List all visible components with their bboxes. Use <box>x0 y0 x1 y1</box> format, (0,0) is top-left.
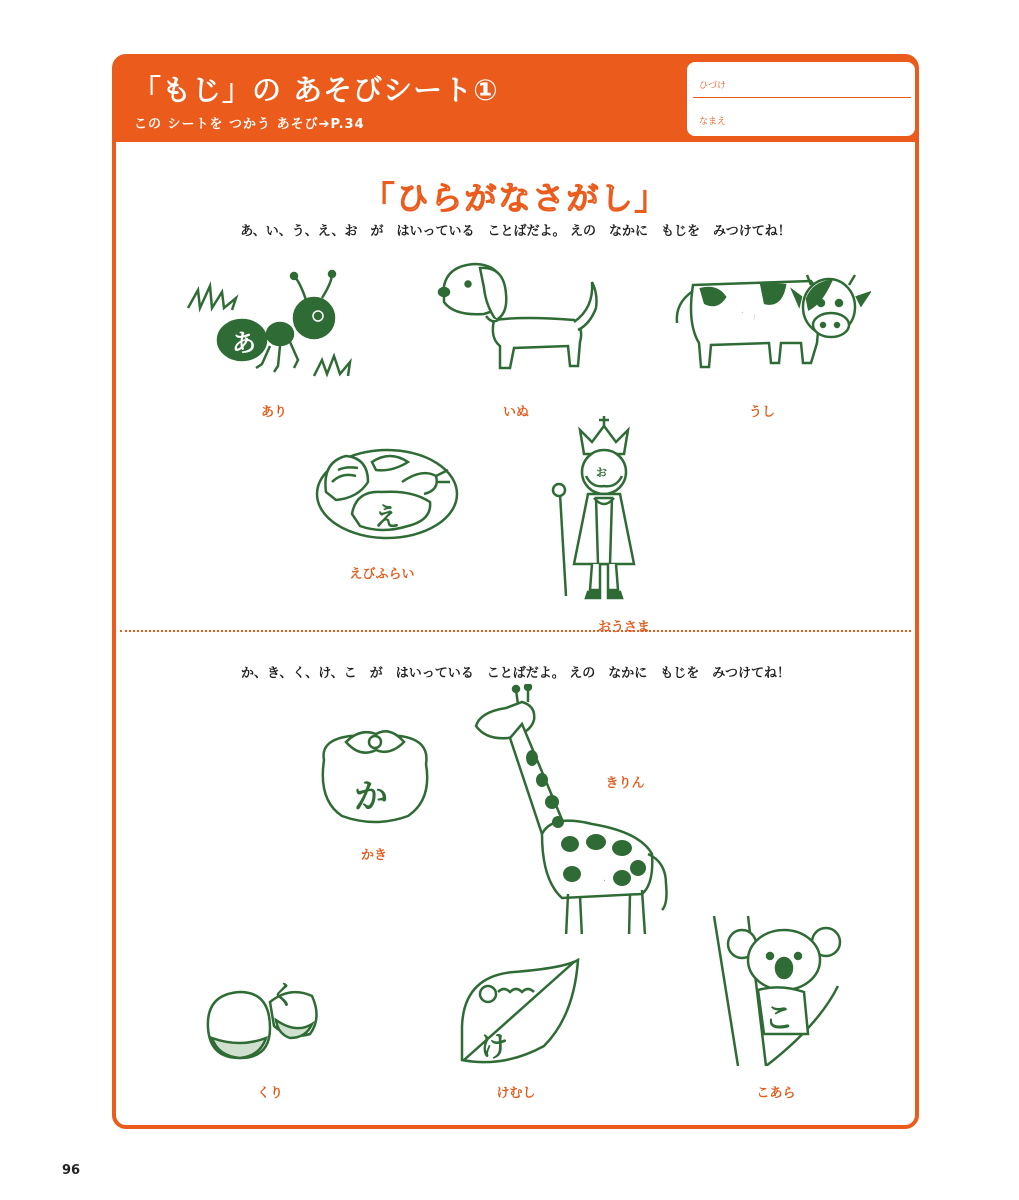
svg-text:あ: あ <box>232 329 256 357</box>
word-ebifurai: えびふらい <box>349 567 415 582</box>
date-field[interactable] <box>693 62 911 98</box>
cow-illustration <box>661 263 871 378</box>
dog-illustration <box>434 258 609 373</box>
name-label: なまえ <box>699 117 727 127</box>
svg-text:き: き <box>584 860 613 893</box>
word-ari: あり <box>260 405 287 420</box>
date-label: ひづけ <box>699 81 727 91</box>
page-title: 「もじ」の あそびシート① <box>132 73 499 107</box>
sheet-title: 「ひらがなさがし」 <box>362 179 669 217</box>
ebifurai-illustration <box>312 442 462 542</box>
word-koara: こあら <box>756 1086 796 1101</box>
svg-text:こ: こ <box>764 1001 794 1036</box>
giraffe-illustration <box>472 684 692 934</box>
svg-text:う: う <box>733 298 763 333</box>
kuri-illustration <box>200 968 330 1068</box>
word-kuri: くり <box>256 1086 283 1101</box>
svg-text:お: お <box>596 466 607 479</box>
svg-text:け: け <box>480 1030 509 1063</box>
svg-text:か: か <box>354 777 388 817</box>
kemushi-illustration <box>454 956 584 1071</box>
word-ousama: おうさま <box>597 620 650 635</box>
worksheet-frame <box>112 54 919 1129</box>
kaki-illustration <box>310 720 440 830</box>
page-number: 96 <box>62 1163 81 1178</box>
section-divider <box>120 630 911 632</box>
word-kaki: かき <box>360 848 387 863</box>
word-kirin: きりん <box>605 776 645 791</box>
word-kemushi: けむし <box>496 1086 536 1101</box>
instruction-2: か、き、く、け、こ が はいっている ことばだよ。 えの なかに もじを みつけてね！ <box>241 666 790 681</box>
word-inu: いぬ <box>502 405 529 420</box>
name-field[interactable] <box>693 98 911 134</box>
svg-text:く: く <box>270 981 297 1011</box>
word-ushi: うし <box>748 405 775 420</box>
date-name-box <box>687 62 915 136</box>
ant-illustration <box>182 268 372 383</box>
instruction-1: あ、い、う、え、お が はいっている ことばだよ。 えの なかに もじを みつけてね！ <box>240 224 791 239</box>
svg-text:え: え <box>374 503 401 533</box>
page-subtitle: この シートを つかう あそび➔P.34 <box>134 117 365 132</box>
header-bar <box>116 58 915 142</box>
king-illustration <box>544 414 664 609</box>
koala-illustration <box>708 916 848 1066</box>
